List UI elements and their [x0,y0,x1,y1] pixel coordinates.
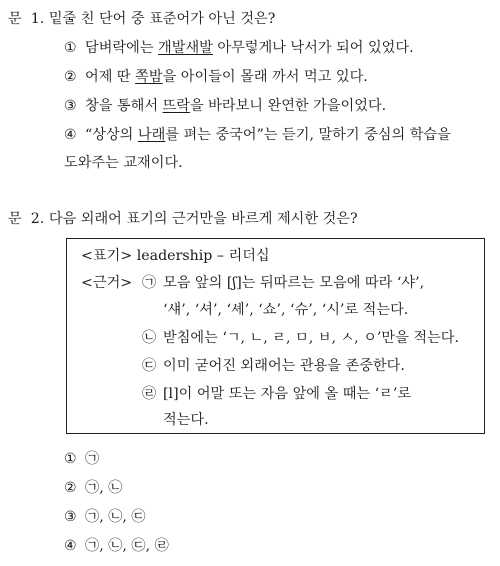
q1-option-1[interactable] [64,37,414,57]
reference-box [66,238,485,434]
q1-stem: 밑줄 친 단어 중 표준어가 아닌 것은? [48,11,276,27]
reason-mark: ㉣ [142,386,157,402]
reason-4 [142,383,411,403]
option-text: ㉠, ㉡, ㉢ [85,509,146,525]
underlined-word: 개발새발 [158,40,213,56]
reason-4-continuation: 적는다. [163,412,209,428]
notation-label: <표기> [81,248,133,264]
q2-number: 2. [30,211,45,227]
option-mark: ② [64,69,77,85]
option-mark: ④ [64,127,77,143]
option-text: 아무렇게나 낙서가 되어 있었다. [212,40,414,56]
option-mark: ③ [64,509,77,525]
underlined-word: 나래 [137,127,166,143]
option-mark: ② [64,480,77,496]
reason-text: 이미 굳어진 외래어는 관용을 존중한다. [163,358,405,374]
reason-text: 모음 앞의 [ʃ]는 뒤따르는 모음에 따라 ‘샤’, [163,275,425,291]
option-text: ㉠, ㉡ [85,480,123,496]
reason-mark: ㉠ [142,275,157,291]
option-text: ㉠ [85,451,100,467]
option-text: 를 펴는 중국어”는 듣기, 말하기 중심의 학습을 [165,127,451,143]
q2-option-4[interactable] [64,535,169,555]
notation-text: leadership – 리더십 [136,248,270,264]
option-text: 담벼락에는 [85,40,159,56]
option-text: 을 바라보니 완연한 가을이었다. [189,98,387,114]
q2-option-2[interactable] [64,477,122,497]
q1-heading [8,8,275,28]
q1-option-4[interactable] [64,124,451,144]
option-text: “상상의 [85,127,138,143]
underlined-word: 뜨락 [162,98,190,114]
option-mark: ④ [64,538,77,554]
q2-option-3[interactable] [64,506,146,526]
q2-stem: 다음 외래어 표기의 근거만을 바르게 제시한 것은? [48,211,358,227]
reason-1-continuation: ‘섀’, ‘셔’, ‘셰’, ‘쇼’, ‘슈’, ‘시’로 적는다. [163,302,409,318]
reason-1 [142,272,424,292]
basis-label: <근거> [81,275,133,291]
reason-mark: ㉡ [142,330,157,346]
option-mark: ① [64,40,77,56]
q1-option-2[interactable] [64,66,368,86]
reason-mark: ㉢ [142,358,157,374]
reason-text: 받침에는 ‘ㄱ, ㄴ, ㄹ, ㅁ, ㅂ, ㅅ, ㅇ’만을 적는다. [163,330,459,346]
reason-2 [142,327,459,347]
q2-prefix: 문 [8,211,22,227]
option-text: 어제 딴 [85,69,136,85]
option-mark: ③ [64,98,77,114]
q1-number: 1. [30,11,45,27]
reason-3 [142,355,405,375]
q1-prefix: 문 [8,11,22,27]
option-text: 을 아이들이 몰래 까서 먹고 있다. [162,69,368,85]
underlined-word: 쪽밤 [135,69,163,85]
notation-line [81,245,270,265]
option-text: 도와주는 교재이다. [64,155,183,171]
q2-heading [8,208,358,228]
option-text: 창을 통해서 [85,98,163,114]
q1-option-3[interactable] [64,95,386,115]
reason-text: [l]이 어말 또는 자음 앞에 올 때는 ‘ㄹ’로 [163,386,412,402]
option-text: ㉠, ㉡, ㉢, ㉣ [85,538,169,554]
q1-option-4-continuation [64,152,183,172]
q2-option-1[interactable] [64,448,99,468]
option-mark: ① [64,451,77,467]
